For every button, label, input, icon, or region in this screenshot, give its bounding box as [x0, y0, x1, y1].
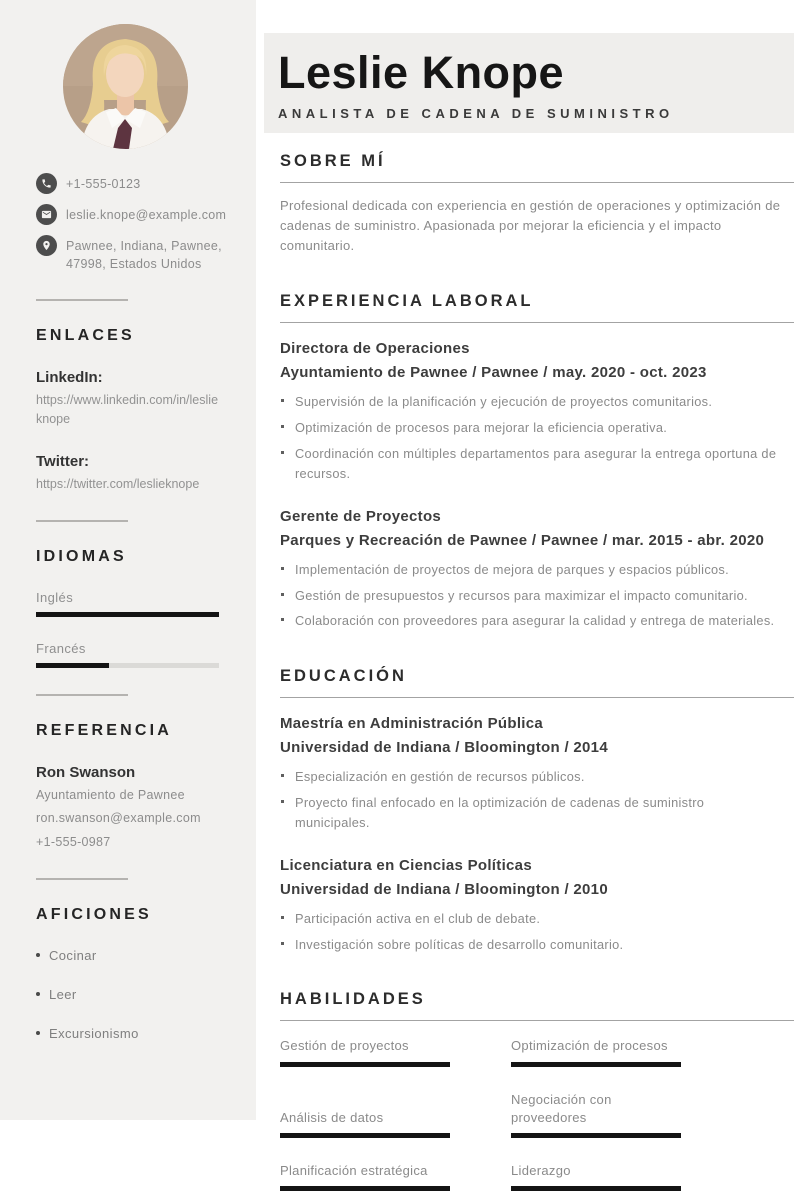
degree-bullets	[280, 767, 794, 832]
email-address: leslie.knope@example.com	[66, 208, 227, 222]
skill-item: Planificación estratégica	[280, 1162, 450, 1191]
section-rule	[280, 322, 794, 323]
degree-meta: Universidad de Indiana / Bloomington / 2014	[280, 739, 608, 757]
bullet-item: Coordinación con múltiples departamentos para asegurar la entrega oportuna de recursos.	[280, 444, 780, 484]
experience-entry	[280, 506, 794, 631]
job-bullets	[280, 392, 794, 483]
job-title: Gerente de Proyectos	[280, 507, 442, 525]
sidebar-divider	[36, 299, 128, 301]
bullet-item: Supervisión de la planificación y ejecución de proyectos comunitarios.	[280, 392, 780, 412]
skill-item: Gestión de proyectos	[280, 1037, 450, 1066]
hobby-item: Excursionismo	[36, 1026, 226, 1041]
linkedin-label: LinkedIn:	[36, 369, 103, 387]
reference-email: ron.swanson@example.com	[36, 811, 201, 826]
phone-icon	[36, 173, 57, 194]
location-icon	[36, 235, 57, 256]
profile-photo	[63, 24, 188, 149]
skill-item: Análisis de datos	[280, 1091, 450, 1138]
languages-section	[36, 548, 226, 668]
bullet-item: Proyecto final enfocado en la optimización de cadenas de suministro municipales.	[280, 793, 780, 833]
job-meta: Parques y Recreación de Pawnee / Pawnee / mar. 2015 - abr. 2020	[280, 531, 765, 549]
header-band	[264, 33, 794, 133]
skill-bar	[511, 1186, 681, 1191]
twitter-label: Twitter:	[36, 452, 90, 470]
hobby-item: Cocinar	[36, 948, 226, 963]
skill-bar	[280, 1186, 450, 1191]
main-content	[280, 133, 794, 1191]
skill-bar	[511, 1062, 681, 1067]
education-entry	[280, 855, 794, 955]
sidebar	[0, 0, 256, 1120]
language-name: Francés	[36, 640, 86, 656]
skills-section	[280, 990, 794, 1191]
job-bullets	[280, 560, 794, 631]
about-text: Profesional dedicada con experiencia en gestión de operaciones y optimización de cadenas de suministro. Apasionada por mejorar la eficiencia y el impacto comunitario.	[280, 198, 781, 254]
contact-phone	[36, 172, 226, 194]
education-section	[280, 667, 794, 954]
sidebar-divider	[36, 520, 128, 522]
degree-bullets	[280, 909, 794, 955]
bullet-item: Colaboración con proveedores para asegurar la calidad y entrega de materiales.	[280, 611, 780, 631]
email-icon	[36, 204, 57, 225]
linkedin-url: https://www.linkedin.com/in/leslieknope	[36, 393, 219, 426]
skill-bar	[511, 1133, 681, 1138]
skill-bar	[280, 1062, 450, 1067]
bullet-item: Investigación sobre políticas de desarrollo comunitario.	[280, 935, 780, 955]
contact-location	[36, 234, 226, 273]
twitter-url: https://twitter.com/leslieknope	[36, 476, 200, 491]
hobby-item: Leer	[36, 987, 226, 1002]
links-heading: ENLACES	[36, 327, 135, 345]
phone-number: +1-555-0123	[66, 177, 141, 191]
language-item	[36, 590, 226, 617]
skills-heading: HABILIDADES	[280, 990, 426, 1009]
skill-item: Negociación con proveedores	[511, 1091, 681, 1138]
bullet-item: Gestión de presupuestos y recursos para maximizar el impacto comunitario.	[280, 586, 780, 606]
job-meta: Ayuntamiento de Pawnee / Pawnee / may. 2020 - oct. 2023	[280, 364, 707, 382]
hobbies-section	[36, 906, 226, 1041]
bullet-item: Participación activa en el club de debate.	[280, 909, 780, 929]
skill-item: Optimización de procesos	[511, 1037, 681, 1066]
language-level-bar	[36, 612, 219, 617]
bullet-dot-icon	[36, 953, 40, 957]
contact-info	[36, 172, 226, 273]
degree-title: Maestría en Administración Pública	[280, 715, 544, 733]
degree-title: Licenciatura en Ciencias Políticas	[280, 856, 532, 874]
bullet-dot-icon	[36, 1031, 40, 1035]
reference-phone: +1-555-0987	[36, 835, 111, 849]
job-title: Directora de Operaciones	[280, 340, 470, 358]
about-section	[280, 152, 794, 256]
person-name: Leslie Knope	[278, 47, 565, 98]
language-level-bar	[36, 663, 219, 668]
sidebar-divider	[36, 694, 128, 696]
section-rule	[280, 182, 794, 183]
experience-entry	[280, 338, 794, 483]
reference-organization: Ayuntamiento de Pawnee	[36, 787, 185, 802]
education-heading: EDUCACIÓN	[280, 667, 407, 686]
contact-email	[36, 203, 226, 225]
language-name: Inglés	[36, 589, 74, 605]
bullet-item: Implementación de proyectos de mejora de parques y espacios públicos.	[280, 560, 780, 580]
reference-heading: REFERENCIA	[36, 721, 173, 739]
bullet-item: Especialización en gestión de recursos públicos.	[280, 767, 780, 787]
reference-name: Ron Swanson	[36, 763, 136, 781]
experience-heading: EXPERIENCIA LABORAL	[280, 292, 534, 311]
location-text: Pawnee, Indiana, Pawnee, 47998, Estados Unidos	[66, 239, 222, 272]
links-section	[36, 327, 226, 493]
education-entry	[280, 713, 794, 832]
reference-section	[36, 722, 226, 852]
person-job-title: ANALISTA DE CADENA DE SUMINISTRO	[278, 106, 674, 122]
language-item	[36, 641, 226, 668]
about-heading: SOBRE MÍ	[280, 152, 386, 170]
bullet-dot-icon	[36, 992, 40, 996]
section-rule	[280, 1020, 794, 1021]
section-rule	[280, 697, 794, 698]
sidebar-divider	[36, 878, 128, 880]
bullet-item: Optimización de procesos para mejorar la eficiencia operativa.	[280, 418, 780, 438]
hobbies-heading: AFICIONES	[36, 905, 152, 923]
skills-grid	[280, 1037, 794, 1191]
profile-photo-illustration	[63, 24, 188, 149]
skill-bar	[280, 1133, 450, 1138]
skill-item: Liderazgo	[511, 1162, 681, 1191]
degree-meta: Universidad de Indiana / Bloomington / 2010	[280, 880, 608, 898]
experience-section	[280, 292, 794, 631]
languages-heading: IDIOMAS	[36, 547, 127, 565]
